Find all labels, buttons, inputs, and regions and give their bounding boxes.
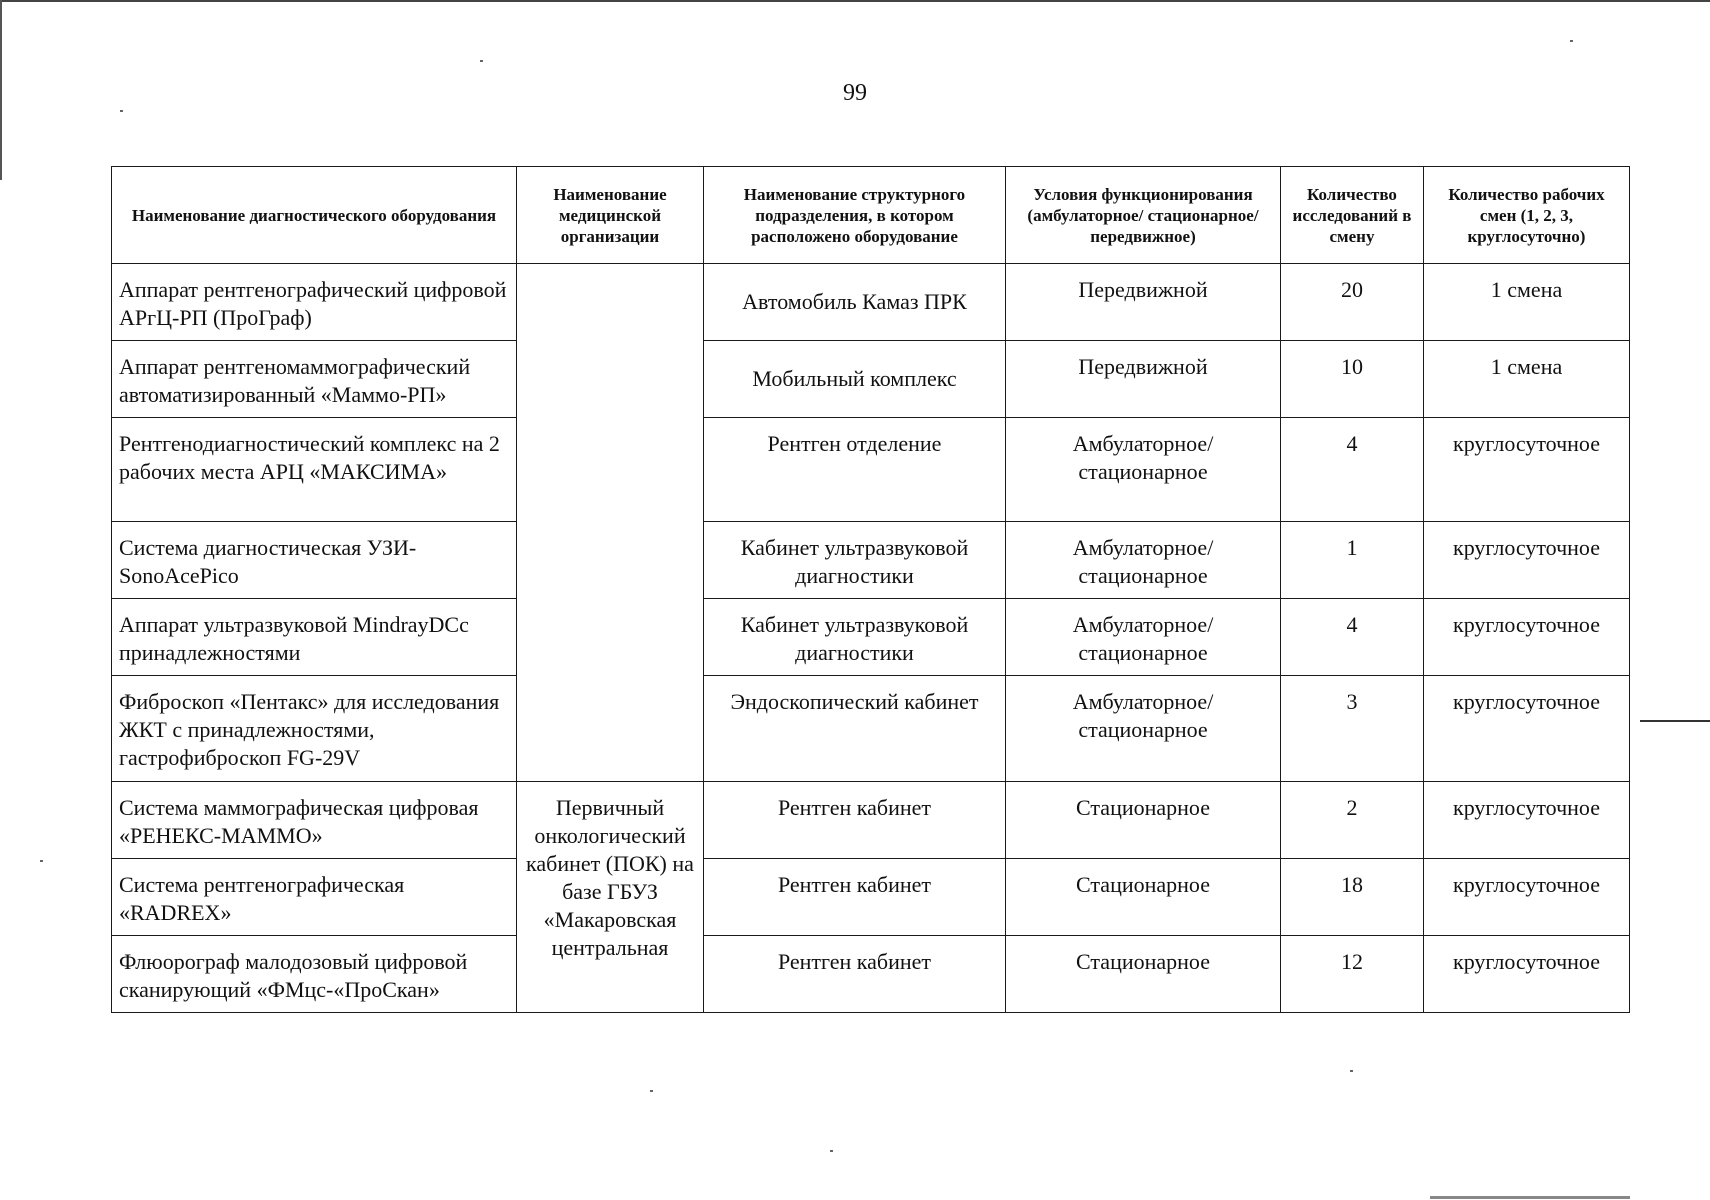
table-row: [112, 859, 1630, 936]
organization-cell-empty: [517, 264, 704, 782]
scan-speck: [1350, 1070, 1353, 1072]
conditions-cell: Амбулаторное/ стационарное: [1006, 599, 1281, 676]
equipment-cell: Аппарат ультразвуковой MindrayDCc принадлежностями: [112, 599, 517, 676]
table-row: [112, 522, 1630, 599]
unit-cell: Эндоскопический кабинет: [704, 676, 1006, 782]
equipment-cell: Система маммографическая цифровая «РЕНЕКС-МАММО»: [112, 782, 517, 859]
unit-cell: Рентген кабинет: [704, 859, 1006, 936]
equipment-cell: Система рентгенографическая «RADREX»: [112, 859, 517, 936]
shifts-cell: круглосуточное: [1424, 522, 1630, 599]
shifts-cell: круглосуточное: [1424, 936, 1630, 1013]
shifts-cell: круглосуточное: [1424, 676, 1630, 782]
studies-cell: 10: [1281, 341, 1424, 418]
conditions-cell: Стационарное: [1006, 936, 1281, 1013]
shifts-cell: 1 смена: [1424, 341, 1630, 418]
table-row: [112, 782, 1630, 859]
conditions-cell: Стационарное: [1006, 859, 1281, 936]
header-studies-per-shift: Количество исследований в смену: [1281, 167, 1424, 264]
shifts-cell: круглосуточное: [1424, 599, 1630, 676]
table-row: [112, 676, 1630, 782]
scan-top-edge: [0, 0, 1710, 2]
shifts-cell: 1 смена: [1424, 264, 1630, 341]
conditions-cell: Амбулаторное/ стационарное: [1006, 676, 1281, 782]
header-shift-count: Количество рабочих смен (1, 2, 3, круглосуточно): [1424, 167, 1630, 264]
equipment-cell: Аппарат рентгеномаммографический автоматизированный «Маммо-РП»: [112, 341, 517, 418]
scan-speck: [1570, 40, 1573, 42]
scan-speck: [480, 60, 483, 62]
unit-cell: Автомобиль Камаз ПРК: [704, 264, 1006, 341]
conditions-cell: Стационарное: [1006, 782, 1281, 859]
conditions-cell: Амбулаторное/ стационарное: [1006, 522, 1281, 599]
organization-cell: Первичный онкологический кабинет (ПОК) на базе ГБУЗ «Макаровская центральная: [517, 782, 704, 1013]
scan-left-edge: [0, 0, 2, 180]
scan-bottom-artifact: [1430, 1196, 1630, 1199]
table-row: [112, 418, 1630, 522]
shifts-cell: круглосуточное: [1424, 418, 1630, 522]
header-organization-name: Наименование медицинской организации: [517, 167, 704, 264]
conditions-cell: Передвижной: [1006, 264, 1281, 341]
table-row: [112, 341, 1630, 418]
studies-cell: 18: [1281, 859, 1424, 936]
page-number: 99: [843, 80, 867, 106]
unit-cell: Кабинет ультразвуковой диагностики: [704, 599, 1006, 676]
unit-cell: Мобильный комплекс: [704, 341, 1006, 418]
header-unit-name: Наименование структурного подразделения, в котором расположено оборудование: [704, 167, 1006, 264]
studies-cell: 1: [1281, 522, 1424, 599]
scan-speck: [830, 1150, 833, 1152]
header-conditions: Условия функционирования (амбулаторное/ стационарное/передвижное): [1006, 167, 1281, 264]
studies-cell: 12: [1281, 936, 1424, 1013]
studies-cell: 20: [1281, 264, 1424, 341]
unit-cell: Рентген отделение: [704, 418, 1006, 522]
scan-speck: [650, 1090, 653, 1092]
scan-speck: [120, 110, 123, 112]
table-row: [112, 936, 1630, 1013]
equipment-cell: Аппарат рентгенографический цифровой АРгЦ-РП (ПроГраф): [112, 264, 517, 341]
table-row: [112, 599, 1630, 676]
equipment-cell: Фиброскоп «Пентакс» для исследования ЖКТ с принадлежностями, гастрофиброскоп FG-29V: [112, 676, 517, 782]
unit-cell: Рентген кабинет: [704, 782, 1006, 859]
equipment-cell: Рентгенодиагностический комплекс на 2 рабочих места АРЦ «МАКСИМА»: [112, 418, 517, 522]
shifts-cell: круглосуточное: [1424, 859, 1630, 936]
studies-cell: 2: [1281, 782, 1424, 859]
equipment-cell: Система диагностическая УЗИ-SonoAcePico: [112, 522, 517, 599]
studies-cell: 3: [1281, 676, 1424, 782]
studies-cell: 4: [1281, 418, 1424, 522]
conditions-cell: Передвижной: [1006, 341, 1281, 418]
scan-artifact-line: [1640, 720, 1710, 722]
equipment-table: [111, 166, 1630, 1013]
studies-cell: 4: [1281, 599, 1424, 676]
unit-cell: Кабинет ультразвуковой диагностики: [704, 522, 1006, 599]
table-row: [112, 264, 1630, 341]
shifts-cell: круглосуточное: [1424, 782, 1630, 859]
unit-cell: Рентген кабинет: [704, 936, 1006, 1013]
scan-speck: [40, 860, 43, 862]
header-equipment-name: Наименование диагностического оборудования: [112, 167, 517, 264]
table-header-row: [112, 167, 1630, 264]
equipment-cell: Флюорограф малодозовый цифровой сканирующий «ФМцс-«ПроСкан»: [112, 936, 517, 1013]
conditions-cell: Амбулаторное/ стационарное: [1006, 418, 1281, 522]
